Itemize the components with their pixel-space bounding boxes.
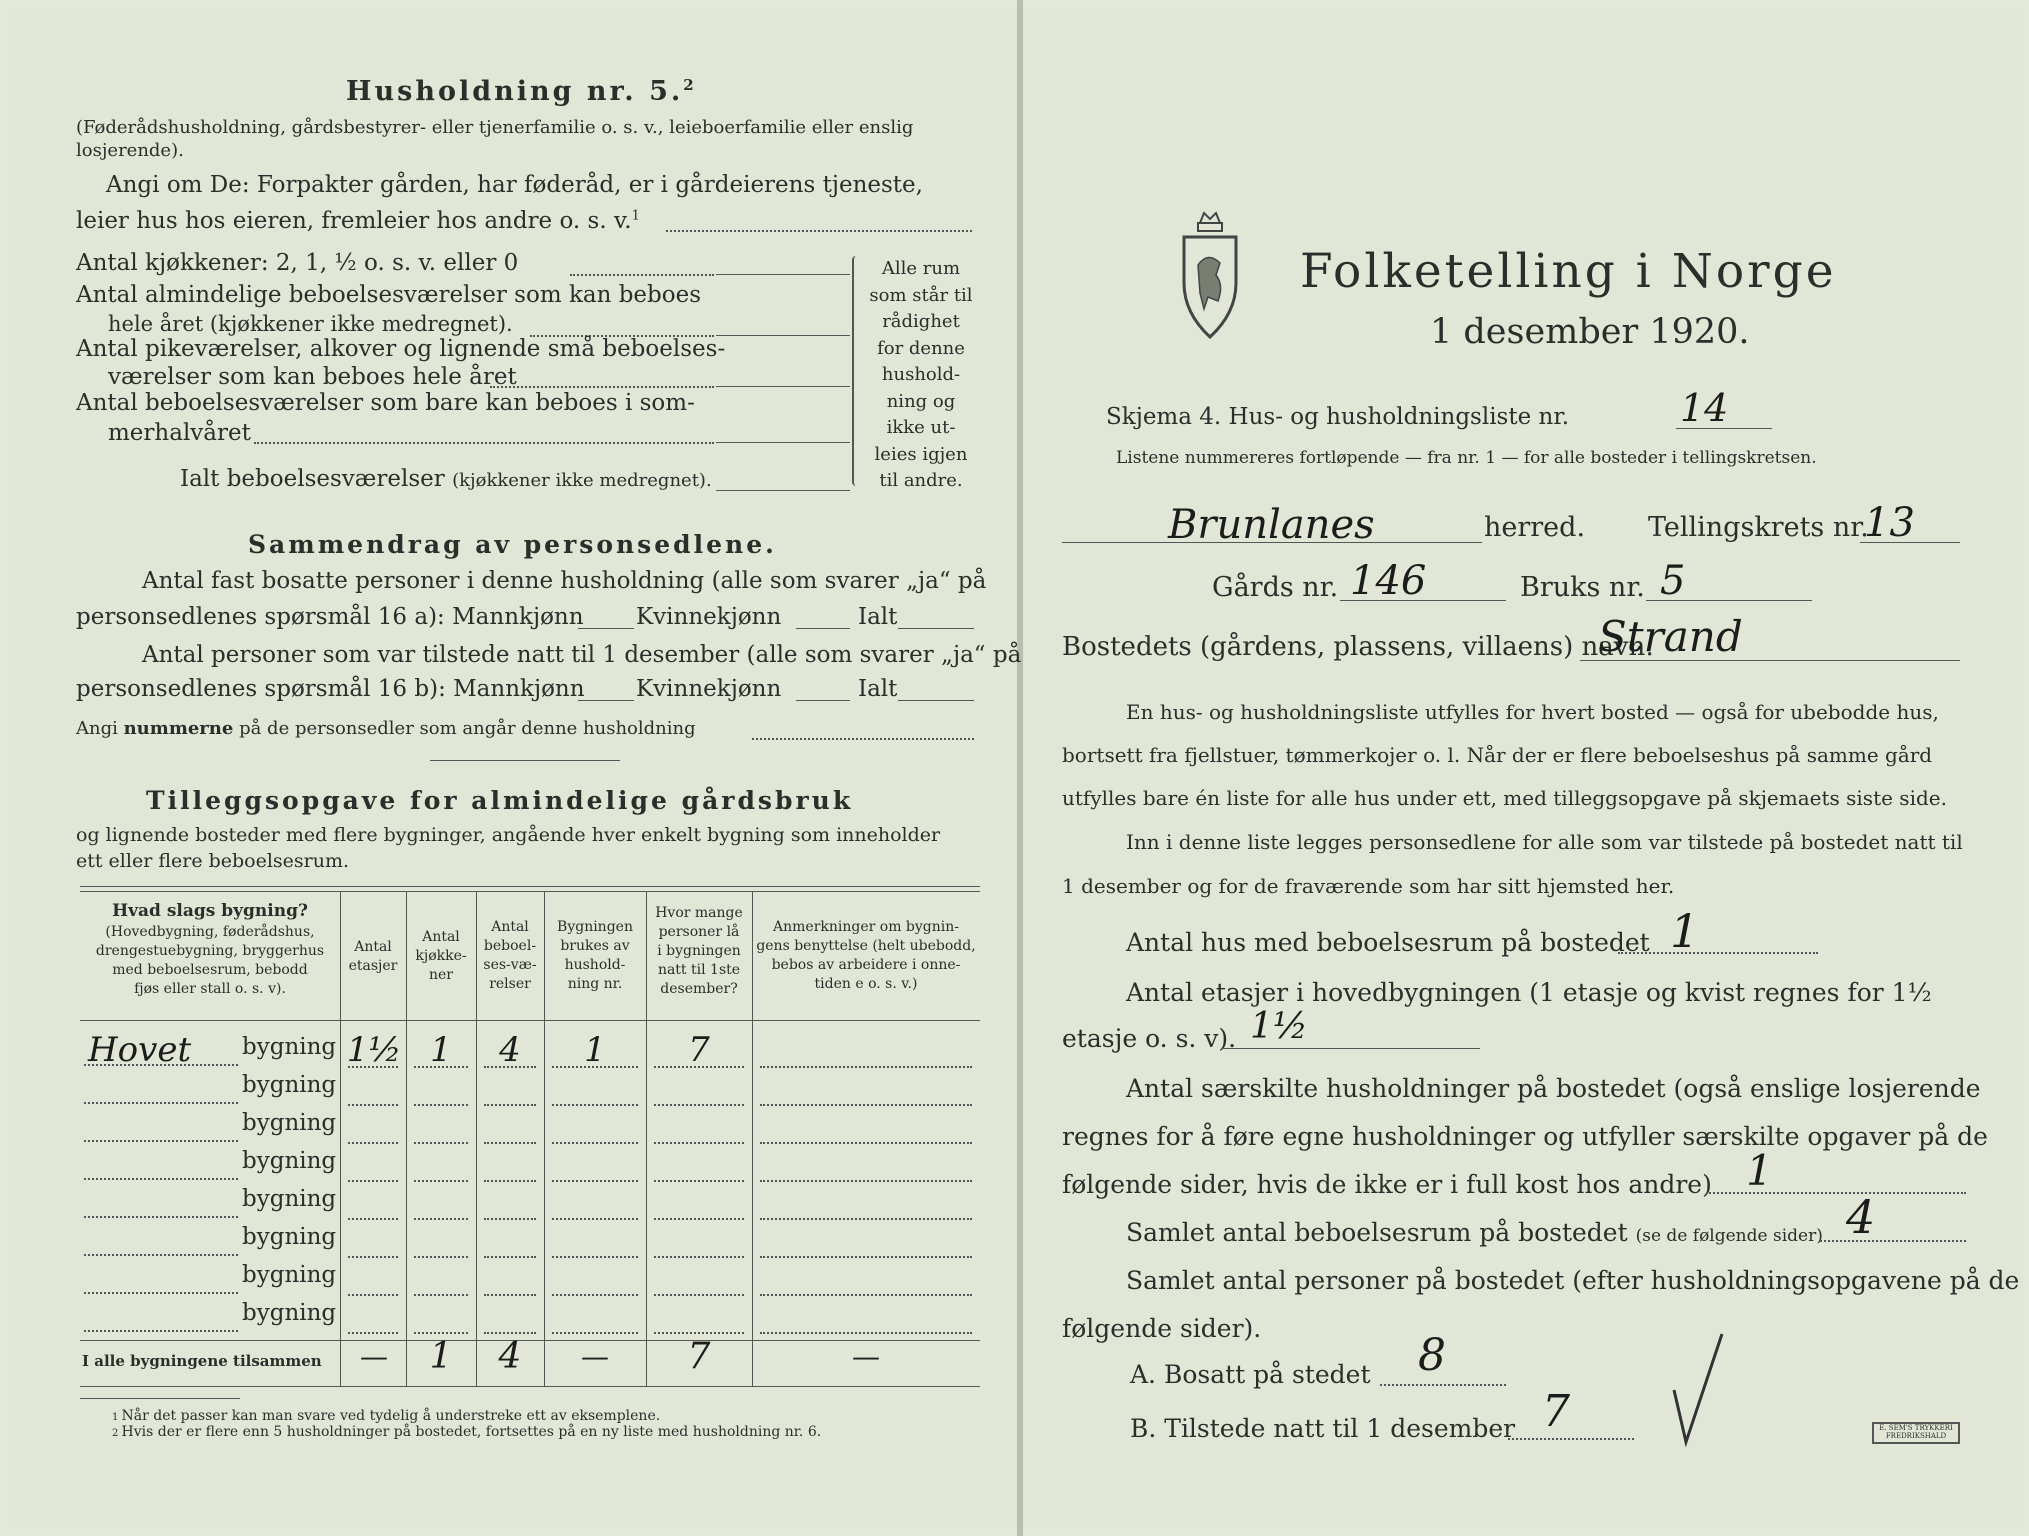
side-note-line: til andre. <box>879 470 963 491</box>
row-name-line <box>84 1292 238 1294</box>
household-note: (Føderådshusholdning, gårdsbestyrer- eller tjenerfamilie o. s. v., leieboerfamilie eller enslig losjerende). <box>76 117 914 162</box>
bosatt-label: A. Bosatt på stedet <box>1130 1360 1371 1389</box>
row-name-line <box>84 1254 238 1256</box>
angi-answer-line <box>666 230 972 232</box>
row-cell-line <box>654 1332 744 1334</box>
table-header-rule <box>80 1020 980 1021</box>
row-cell-line <box>484 1142 536 1144</box>
row-cell-line <box>760 1256 972 1258</box>
rooms-sommer-2: merhalvåret <box>108 420 251 446</box>
rooms-pike-2: værelser som kan beboes hele året <box>108 364 517 390</box>
bosatt-line <box>1380 1384 1506 1386</box>
row-cell-line <box>552 1066 638 1068</box>
summary-a-line2: personsedlenes spørsmål 16 a): Mannkjønn <box>76 604 584 630</box>
footnote-1: 1 Når det passer kan man svare ved tydelig å understreke ett av eksemplene. <box>112 1408 661 1424</box>
total-etasjer: — <box>360 1340 388 1373</box>
ialt-rooms: Ialt beboelsesværelser (kjøkkener ikke medregnet). <box>180 466 712 492</box>
row-name-line <box>84 1216 238 1218</box>
summary-b-kvinne-label: Kvinnekjønn <box>636 676 782 702</box>
skjema-nr: 14 <box>1680 386 1729 430</box>
row-cell-line <box>654 1218 744 1220</box>
row-cell-line <box>484 1332 536 1334</box>
row1-name: Hovet <box>88 1030 192 1070</box>
saerskilte-line3: følgende sider, hvis de ikke er i full kost hos andre) <box>1062 1170 1712 1199</box>
side-note-line: ikke ut- <box>886 417 956 438</box>
row-cell-line <box>484 1180 536 1182</box>
row-label-bygning: bygning <box>242 1262 337 1288</box>
rooms-almindelige-2: hele året (kjøkkener ikke medregnet). <box>108 312 513 336</box>
row-cell-line <box>414 1066 468 1068</box>
bosted-label: Bostedets (gårdens, plassens, villaens) navn: <box>1062 632 1654 662</box>
pike-dots <box>490 386 714 388</box>
row-name-line <box>84 1102 238 1104</box>
section-divider <box>430 760 620 761</box>
summary-b-line2: personsedlenes spørsmål 16 b): Mannkjønn <box>76 676 585 702</box>
right-page <box>1022 8 2023 1528</box>
saerskilte-line <box>1706 1192 1966 1194</box>
bosatt-value: 8 <box>1418 1330 1446 1381</box>
para2-line2: 1 desember og for de fraværende som har sitt hjemsted her. <box>1062 874 1675 898</box>
header-etasjer: Antal etasjer <box>348 939 398 974</box>
footnote-2: 2 Hvis der er flere enn 5 husholdninger på bostedet, fortsettes på en ny liste med husholdning nr. 6. <box>112 1424 822 1440</box>
hus-value: 1 <box>1670 904 1700 958</box>
tilstede-label: B. Tilstede natt til 1 desember <box>1130 1414 1516 1443</box>
table-top-rule-2 <box>80 891 980 892</box>
row1-personer: 7 <box>688 1030 710 1070</box>
row-cell-line <box>760 1142 972 1144</box>
total-kjokkener: 1 <box>429 1336 453 1377</box>
row-cell-line <box>414 1332 468 1334</box>
angi-line-2: leier hus hos eieren, fremleier hos andre o. s. v.$^1$ <box>76 208 640 234</box>
row-cell-line <box>654 1066 744 1068</box>
row-cell-line <box>348 1294 398 1296</box>
row-cell-line <box>552 1142 638 1144</box>
sommer-dots <box>254 442 714 444</box>
ialt-rooms-answer <box>716 490 850 491</box>
side-note-line: rådighet <box>882 311 960 332</box>
herred-label: herred. <box>1484 512 1586 543</box>
norway-crest-icon <box>1178 205 1242 345</box>
census-title: Folketelling i Norge <box>1300 244 1837 299</box>
tillegg-sub1: og lignende bosteder med flere bygninger, angående hver enkelt bygning som inneholder <box>76 824 941 846</box>
row-cell-line <box>348 1332 398 1334</box>
table-bottom-rule <box>80 1386 980 1387</box>
hus-label: Antal hus med beboelsesrum på bostedet <box>1126 928 1650 957</box>
summary-b-ialt-label: Ialt <box>858 676 898 702</box>
row-cell-line <box>414 1218 468 1220</box>
header-husholdning: Bygningen brukes av hushold- ning nr. <box>557 919 633 992</box>
row-cell-line <box>654 1142 744 1144</box>
row-name-line <box>84 1140 238 1142</box>
hus-line <box>1618 952 1818 954</box>
side-note-line: som står til <box>869 284 973 306</box>
tellingskrets-nr: 13 <box>1864 500 1915 546</box>
header-personer: Hvor mange personer lå i bygningen natt til 1ste desember? <box>655 905 743 997</box>
para1-line2: bortsett fra fjellstuer, tømmerkojer o. l. Når der er flere beboelseshus på samme gård <box>1062 743 1933 767</box>
total-label: I alle bygningene tilsammen <box>82 1352 322 1370</box>
row-name-line <box>84 1178 238 1180</box>
bruks-nr: 5 <box>1660 558 1686 604</box>
sommer-answer <box>716 442 850 443</box>
gards-label: Gårds nr. <box>1212 572 1339 603</box>
total-vaerelser: 4 <box>498 1336 522 1377</box>
row-cell-line <box>760 1332 972 1334</box>
saerskilte-line2: regnes for å føre egne husholdninger og utfyller særskilte opgaver på de <box>1062 1122 1988 1151</box>
row1-husholdning: 1 <box>584 1030 606 1070</box>
header-building-type: Hvad slags bygning? (Hovedbygning, føderådshus, drengestuebygning, bryggerhus med beboelsesrum, bebodd fjøs eller stall o. s. v). <box>95 901 325 997</box>
etasjer-line2: etasje o. s. v). <box>1062 1024 1237 1053</box>
left-page <box>6 8 1018 1528</box>
row-name-line <box>84 1064 238 1066</box>
row-cell-line <box>654 1294 744 1296</box>
total-personer: 7 <box>687 1336 711 1377</box>
row-label-bygning: bygning <box>242 1148 337 1174</box>
tillegg-title: Tilleggsopgave for almindelige gårdsbruk <box>146 786 854 815</box>
printer-stamp: E. SEM'S TRYKKERI FREDRIKSHALD <box>1872 1422 1960 1444</box>
row-cell-line <box>760 1066 972 1068</box>
row-cell-line <box>552 1332 638 1334</box>
row-label-bygning: bygning <box>242 1072 337 1098</box>
header-kjokkener: Antal kjøkke- ner <box>415 929 467 983</box>
summary-b-kvinne <box>796 700 850 701</box>
row-label-bygning: bygning <box>242 1110 337 1136</box>
summary-a-ialt-label: Ialt <box>858 604 898 630</box>
table-top-rule <box>80 886 980 887</box>
side-note-line: leies igjen <box>874 443 968 465</box>
header-vaerelser: Antal beboel- ses-væ- relser <box>483 919 537 992</box>
row-cell-line <box>484 1104 536 1106</box>
tilstede-value: 7 <box>1542 1386 1570 1437</box>
page-fold <box>1017 0 1023 1536</box>
tellingskrets-label: Tellingskrets nr. <box>1648 512 1869 543</box>
row-cell-line <box>348 1066 398 1068</box>
samlet-pers-line2: følgende sider). <box>1062 1314 1262 1343</box>
summary-title: Sammendrag av personsedlene. <box>248 530 777 559</box>
row-label-bygning: bygning <box>242 1034 337 1060</box>
tillegg-sub2: ett eller flere beboelsesrum. <box>76 850 350 872</box>
row-cell-line <box>414 1142 468 1144</box>
row-cell-line <box>414 1256 468 1258</box>
header-anmerkninger: Anmerkninger om bygnin- gens benyttelse (helt ubebodd, bebos av arbeidere i onne- tiden e o. s. v.) <box>756 919 976 992</box>
samlet-rum-line <box>1820 1240 1966 1242</box>
row-label-bygning: bygning <box>242 1186 337 1212</box>
household-title: Husholdning nr. 5.$^2$ <box>346 76 697 107</box>
rooms-side-note <box>866 256 976 495</box>
bruks-label: Bruks nr. <box>1520 572 1645 603</box>
summary-a-mann <box>578 628 634 629</box>
row-cell-line <box>552 1180 638 1182</box>
row-cell-line <box>484 1294 536 1296</box>
summary-b-ialt <box>898 700 974 701</box>
side-note-line: Alle rum <box>881 258 961 279</box>
row1-etasjer: 1½ <box>346 1030 402 1070</box>
check-mark-icon <box>1668 1330 1728 1450</box>
saerskilte-value: 1 <box>1746 1146 1773 1195</box>
row-cell-line <box>414 1294 468 1296</box>
side-note-line: ning og <box>886 390 956 412</box>
pike-answer <box>716 386 850 387</box>
skjema-label: Skjema 4. Hus- og husholdningsliste nr. <box>1106 404 1570 430</box>
row-cell-line <box>348 1104 398 1106</box>
row-cell-line <box>484 1256 536 1258</box>
side-note-line: hushold- <box>881 364 961 385</box>
rooms-brace <box>852 256 856 486</box>
row-cell-line <box>348 1142 398 1144</box>
total-husholdning: — <box>581 1340 609 1373</box>
row-cell-line <box>348 1256 398 1258</box>
herred-name: Brunlanes <box>1168 502 1375 548</box>
kjokkener-dots <box>570 274 714 276</box>
row-cell-line <box>552 1218 638 1220</box>
summary-a-kvinne <box>796 628 850 629</box>
row-cell-line <box>654 1104 744 1106</box>
row-label-bygning: bygning <box>242 1300 337 1326</box>
rooms-kjokkener: Antal kjøkkener: 2, 1, ½ o. s. v. eller 0 <box>76 250 519 276</box>
tilstede-line <box>1508 1438 1634 1440</box>
census-date: 1 desember 1920. <box>1430 312 1750 352</box>
summary-b-line1: Antal personer som var tilstede natt til 1 desember (alle som svarer „ja“ på <box>142 642 1022 668</box>
row-cell-line <box>760 1294 972 1296</box>
row-cell-line <box>348 1218 398 1220</box>
summary-a-line1: Antal fast bosatte personer i denne husholdning (alle som svarer „ja“ på <box>142 568 987 594</box>
etasjer-answer-line <box>1222 1048 1480 1049</box>
rooms-almindelige: Antal almindelige beboelsesværelser som kan beboes <box>76 282 702 308</box>
row-cell-line <box>552 1104 638 1106</box>
gards-nr: 146 <box>1350 558 1427 604</box>
row-cell-line <box>348 1180 398 1182</box>
rooms-sommer: Antal beboelsesværelser som bare kan beboes i som- <box>76 390 695 416</box>
nummerne-line <box>752 738 974 740</box>
side-note-line: for denne <box>877 337 965 359</box>
row-cell-line <box>414 1180 468 1182</box>
row-name-line <box>84 1330 238 1332</box>
para1-line3: utfylles bare én liste for alle hus under ett, med tilleggsopgave på skjemaets siste side. <box>1062 786 1947 810</box>
row-cell-line <box>760 1180 972 1182</box>
total-anmerkninger: — <box>852 1340 880 1373</box>
summary-a-kvinne-label: Kvinnekjønn <box>636 604 782 630</box>
angi-nummerne: Angi nummerne på de personsedler som angår denne husholdning <box>76 718 696 739</box>
row-cell-line <box>484 1066 536 1068</box>
row-cell-line <box>760 1218 972 1220</box>
row1-vaerelser: 4 <box>499 1030 521 1070</box>
summary-b-mann <box>578 700 634 701</box>
listene-note: Listene nummereres fortløpende — fra nr. 1 — for alle bosteder i tellingskretsen. <box>1116 448 1817 468</box>
row1-kjokkener: 1 <box>430 1030 452 1070</box>
footnote-rule <box>80 1398 240 1399</box>
summary-a-ialt <box>898 628 974 629</box>
samlet-rum-label: Samlet antal beboelsesrum på bostedet (se de følgende sider) <box>1126 1218 1823 1247</box>
etasjer-line1: Antal etasjer i hovedbygningen (1 etasje og kvist regnes for 1½ <box>1126 978 1932 1007</box>
etasjer-value: 1½ <box>1250 1006 1308 1047</box>
row-label-bygning: bygning <box>242 1224 337 1250</box>
samlet-rum-value: 4 <box>1846 1190 1876 1244</box>
rooms-pike: Antal pikeværelser, alkover og lignende små beboelses- <box>76 336 726 362</box>
row-cell-line <box>760 1104 972 1106</box>
row-cell-line <box>484 1218 536 1220</box>
samlet-pers-line1: Samlet antal personer på bostedet (efter husholdningsopgavene på de <box>1126 1266 2020 1295</box>
row-cell-line <box>654 1256 744 1258</box>
para1-line1: En hus- og husholdningsliste utfylles for hvert bosted — også for ubebodde hus, <box>1126 700 1939 724</box>
row-cell-line <box>552 1256 638 1258</box>
bosted-name: Strand <box>1598 612 1743 661</box>
almindelige-answer <box>716 335 850 336</box>
angi-line-1: Angi om De: Forpakter gården, har føderåd, er i gårdeierens tjeneste, <box>106 172 923 198</box>
row-cell-line <box>414 1104 468 1106</box>
saerskilte-line1: Antal særskilte husholdninger på bostedet (også enslige losjerende <box>1126 1074 1981 1103</box>
para2-line1: Inn i denne liste legges personsedlene for alle som var tilstede på bostedet natt til <box>1126 830 1963 854</box>
row-cell-line <box>552 1294 638 1296</box>
kjokkener-answer <box>716 274 850 275</box>
row-cell-line <box>654 1180 744 1182</box>
